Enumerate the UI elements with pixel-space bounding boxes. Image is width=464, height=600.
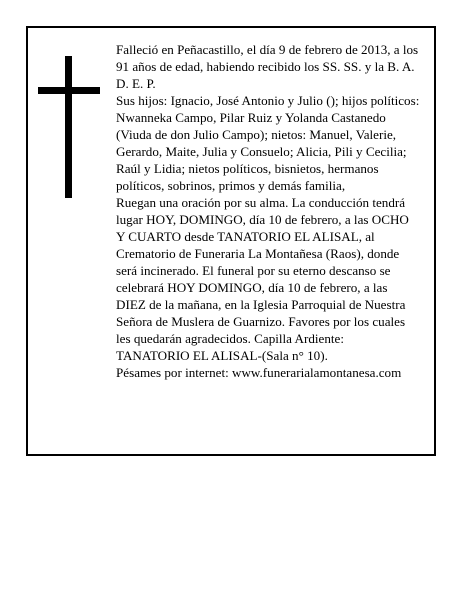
notice-text	[116, 41, 420, 381]
family-list: Sus hijos: Ignacio, José Antonio y Julio (); hijos políticos: Nwanneka Campo, Pilar Ruiz y Yolanda Castanedo (Viuda de don Julio Campo); nietos: Manuel, Valerie, Gerardo, Maite, Julia y Consuelo; Alicia, Pili y Cecilia; Raúl y Lidia; nietos políticos, bisnietos, hermanos políticos, sobrinos, primos y demás familia,	[116, 93, 420, 193]
obituary-notice	[26, 26, 436, 456]
condolences-website: Pésames por internet: www.funerarialamontanesa.com	[116, 365, 402, 380]
death-announcement: Falleció en Peñacastillo, el día 9 de febrero de 2013, a los 91 años de edad, habiendo recibido los SS. SS. y la B. A.	[116, 42, 419, 74]
cross-icon	[38, 56, 100, 198]
funeral-details: Ruegan una oración por su alma. La conducción tendrá lugar HOY, DOMINGO, día 10 de febrero, a las OCHO Y CUARTO desde TANATORIO EL ALISAL, al Crematorio de Funeraria La Montañesa (Raos), donde será incinerado. El funeral por su eterno descanso se celebrará HOY DOMINGO, día 10 de febrero, a las DIEZ de la mañana, en la Iglesia Parroquial de Nuestra Señora de Muslera de Guarnizo. Favores por los cuales les quedarán agradecidos. Capilla Ardiente: TANATORIO EL ALISAL-(Sala n° 10).	[116, 195, 409, 363]
cross-horizontal-bar	[38, 87, 100, 94]
cross-vertical-bar	[65, 56, 72, 198]
rest-in-peace: D. E. P.	[116, 76, 156, 91]
